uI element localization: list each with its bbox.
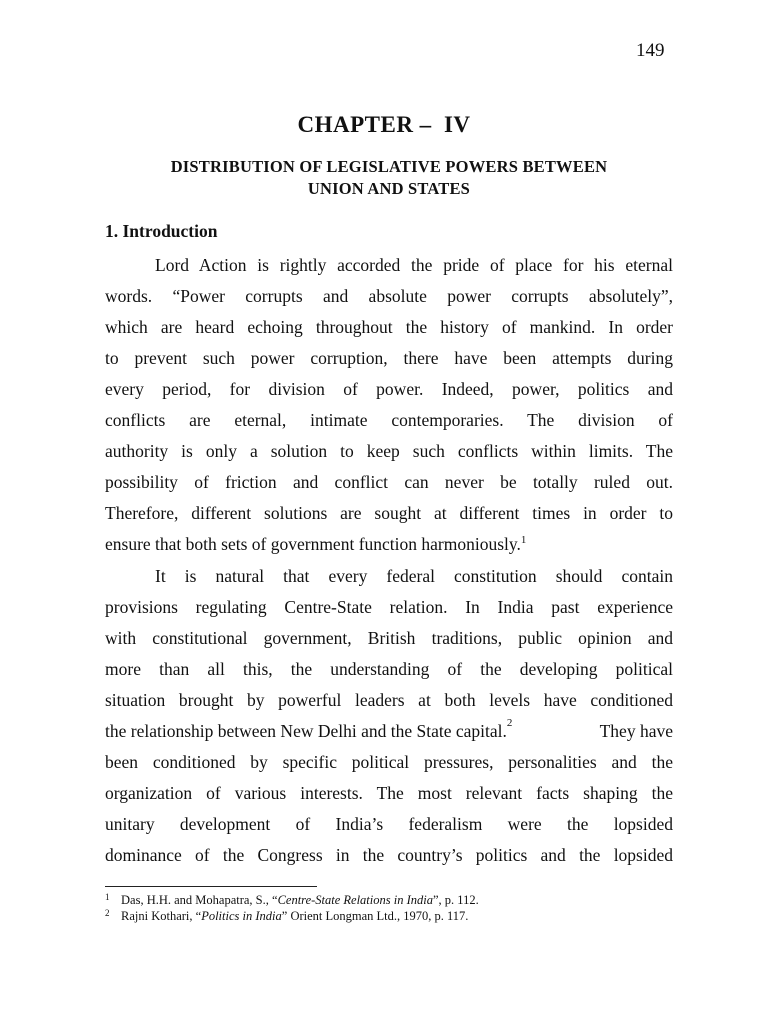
chapter-subtitle-line: UNION AND STATES: [307, 179, 471, 198]
paragraph-last-line: [105, 529, 673, 560]
paragraph-line: organization of various interests. The most relevant facts shaping the: [105, 783, 673, 803]
paragraph-line: to prevent such power corruption, there have been attempts during: [105, 348, 673, 368]
paragraph-line: provisions regulating Centre-State relation. In India past experience: [105, 597, 673, 617]
paragraph-centre-state: [105, 561, 673, 871]
paragraph-line: Lord Action is rightly accorded the pride of place for his eternal: [155, 255, 673, 275]
footnote-title: Politics in India: [201, 909, 282, 923]
chapter-title-prefix: CHAPTER –: [297, 112, 432, 137]
footnotes: [105, 892, 673, 924]
footnote-item: [105, 892, 673, 908]
paragraph-line: every period, for division of power. Indeed, power, politics and: [105, 379, 673, 399]
chapter-title: [0, 112, 768, 138]
section-heading: 1. Introduction: [105, 221, 218, 241]
paragraph-line: dominance of the Congress in the country’s politics and the lopsided: [105, 845, 673, 865]
chapter-subtitle-line: DISTRIBUTION OF LEGISLATIVE POWERS BETWEEN: [170, 157, 608, 176]
paragraph-line: It is natural that every federal constitution should contain: [155, 566, 673, 586]
paragraph-line: unitary development of India’s federalism were the lopsided: [105, 814, 673, 834]
paragraph-line: possibility of friction and conflict can never be totally ruled out.: [105, 472, 673, 492]
footnote-text: Rajni Kothari, “: [121, 909, 202, 923]
paragraph-line-text: ensure that both sets of government function harmoniously.: [105, 534, 521, 554]
footnote-mark: 1: [105, 892, 110, 902]
paragraph-line: conflicts are eternal, intimate contemporaries. The division of: [105, 410, 673, 430]
paragraph-line: Therefore, different solutions are sought at different times in order to: [105, 503, 673, 523]
paragraph-line-tail: They have: [591, 721, 673, 741]
paragraph-line: been conditioned by specific political pressures, personalities and the: [105, 752, 673, 772]
footnote-divider: [105, 886, 317, 887]
footnote-reference: 2: [506, 717, 513, 729]
paragraph-line: words. “Power corrupts and absolute power corrupts absolutely”,: [105, 286, 673, 306]
paragraph-line-text: the relationship between New Delhi and the State capital.: [105, 721, 507, 741]
chapter-subtitle: [105, 156, 673, 200]
paragraph-line: situation brought by powerful leaders at both levels have conditioned: [105, 690, 673, 710]
footnote-text-after: ” Orient Longman Ltd., 1970, p. 117.: [281, 909, 469, 923]
footnote-text-after: ”, p. 112.: [432, 893, 479, 907]
paragraph-line: with constitutional government, British traditions, public opinion and: [105, 628, 673, 648]
paragraph-line: authority is only a solution to keep such conflicts within limits. The: [105, 441, 673, 461]
paragraph-introduction: [105, 250, 673, 560]
chapter-title-numeral: IV: [443, 112, 471, 137]
page-number: 149: [636, 40, 665, 61]
footnote-title: Centre-State Relations in India: [277, 893, 433, 907]
paragraph-line-with-footnote: [105, 716, 673, 747]
footnote-item: [105, 908, 673, 924]
footnote-mark: 2: [105, 908, 110, 918]
footnote-reference: 1: [520, 534, 527, 547]
paragraph-line: more than all this, the understanding of the developing political: [105, 659, 673, 679]
paragraph-line: which are heard echoing throughout the history of mankind. In order: [105, 317, 673, 337]
footnote-text: Das, H.H. and Mohapatra, S., “: [121, 893, 278, 907]
